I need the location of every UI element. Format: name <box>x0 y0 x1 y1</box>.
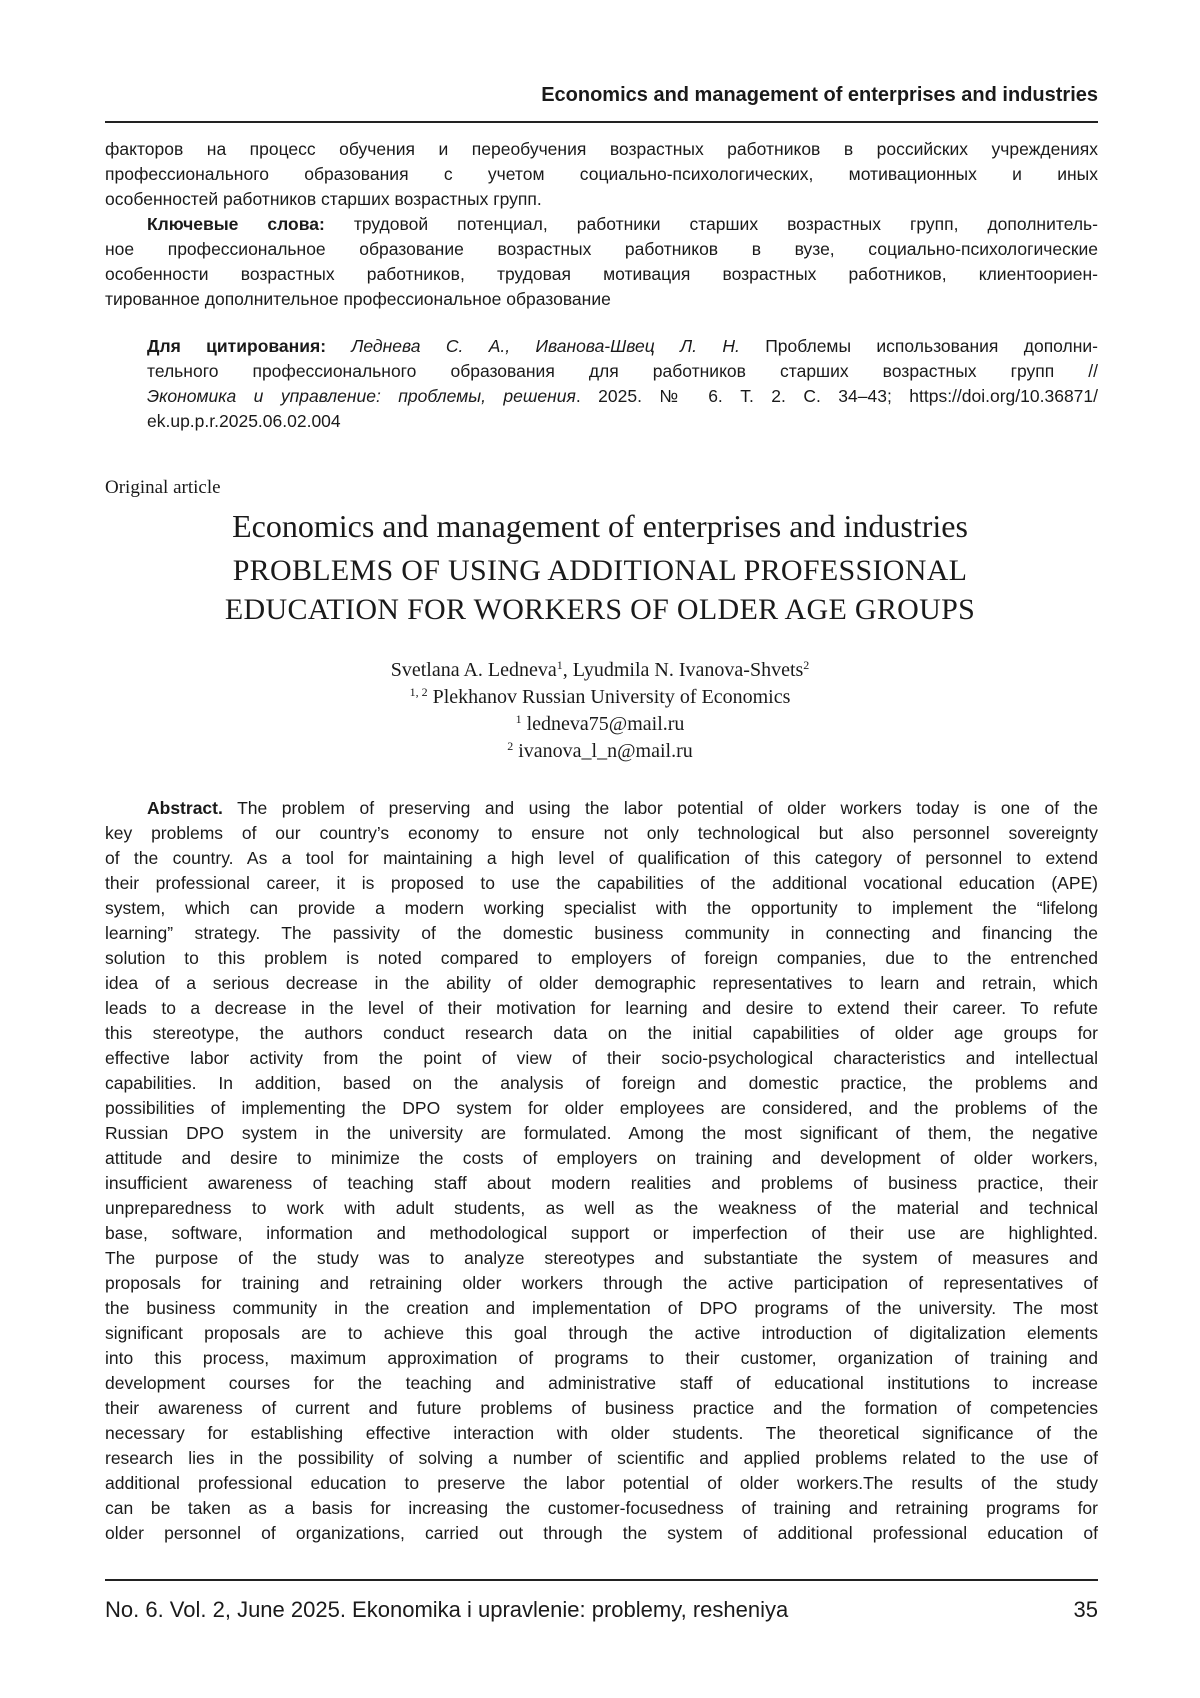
abstract-line: of the country. As a tool for maintaining a high level of qualification of this category of personnel to extend <box>105 846 1098 871</box>
citation-ru <box>147 334 1098 434</box>
abstract-line: their professional career, it is proposed to use the capabilities of the additional vocational education (APE) <box>105 871 1098 896</box>
header-divider <box>105 121 1098 123</box>
abstract-line: leads to a decrease in the level of their motivation for learning and desire to extend their career. To refute <box>105 996 1098 1021</box>
abstract-line: idea of a serious decrease in the ability of older demographic representatives to learn and retrain, which <box>105 971 1098 996</box>
abstract-line: The purpose of the study was to analyze stereotypes and substantiate the system of measures and <box>105 1246 1098 1271</box>
abstract-line: into this process, maximum approximation of programs to their customer, organization of training and <box>105 1346 1098 1371</box>
abstract-line: additional professional education to preserve the labor potential of older workers.The results of the study <box>105 1471 1098 1496</box>
citation-doi[interactable]: . 2025. № 6. Т. 2. С. 34–43; https://doi.org/10.36871/ <box>576 386 1098 406</box>
text-line: факторов на процесс обучения и переобучения возрастных работников в российских учреждениях <box>105 137 1098 162</box>
email-sup: 1 <box>516 712 522 726</box>
footer-issue: No. 6. Vol. 2, June 2025. Ekonomika i upravlenie: problemy, resheniya <box>105 1597 788 1623</box>
text-line: ное профессиональное образование возрастных работников в вузе, социально-психологические <box>105 237 1098 262</box>
text-line: тельного профессионального образования для работников старших возрастных групп // <box>147 359 1098 384</box>
abstract-line: solution to this problem is noted compared to employers of foreign companies, due to the entrenched <box>105 946 1098 971</box>
affiliation-line <box>0 684 1200 711</box>
abstract-line: proposals for training and retraining older workers through the active participation of representatives of <box>105 1271 1098 1296</box>
affiliation-sup: 1, 2 <box>410 685 428 699</box>
abstract-line: key problems of our country’s economy to ensure not only technological but also personnel sovereignty <box>105 821 1098 846</box>
text-line: тированное дополнительное профессиональное образование <box>105 287 1098 312</box>
email-link[interactable]: ivanova_l_n@mail.ru <box>513 740 693 762</box>
email-line <box>0 738 1200 765</box>
authors-line <box>0 657 1200 684</box>
abstract-line: insufficient awareness of teaching staff about modern realities and problems of business practice, their <box>105 1171 1098 1196</box>
rubric-title: Economics and management of enterprises and industries <box>0 508 1200 545</box>
abstract-line: significant proposals are to achieve this goal through the active introduction of digitalization elements <box>105 1321 1098 1346</box>
running-head: Economics and management of enterprises and industries <box>541 84 1098 107</box>
email-line <box>0 711 1200 738</box>
article-title-line: PROBLEMS OF USING ADDITIONAL PROFESSIONAL <box>0 554 1200 588</box>
abstract-line <box>105 796 1098 821</box>
abstract-line: necessary for establishing effective interaction with older students. The theoretical significance of the <box>105 1421 1098 1446</box>
authors-block <box>0 657 1200 765</box>
affiliation: Plekhanov Russian University of Economics <box>428 686 791 708</box>
text-line: профессионального образования с учетом социально-психологических, мотивационных и иных <box>105 162 1098 187</box>
citation-label: Для цитирования: <box>147 336 326 356</box>
abstract-line: research lies in the possibility of solving a number of scientific and applied problems related to the use of <box>105 1446 1098 1471</box>
text-line: The problem of preserving and using the labor potential of older workers today is one of the <box>223 798 1098 818</box>
abstract-line: unpreparedness to work with adult students, as well as the weakness of the material and technical <box>105 1196 1098 1221</box>
citation-doi-tail[interactable]: ek.up.p.r.2025.06.02.004 <box>147 409 1098 434</box>
abstract-line: their awareness of current and future problems of business practice and the formation of competencies <box>105 1396 1098 1421</box>
page-number: 35 <box>1074 1597 1098 1623</box>
author-name: Svetlana A. Ledneva <box>391 659 557 681</box>
abstract-line: base, software, information and methodological support or imperfection of their use are highlighted. <box>105 1221 1098 1246</box>
separator: , <box>563 659 573 681</box>
abstract-line: capabilities. In addition, based on the analysis of foreign and domestic practice, the problems and <box>105 1071 1098 1096</box>
abstract-line: the business community in the creation and implementation of DPO programs of the university. The most <box>105 1296 1098 1321</box>
text-line: трудовой потенциал, работники старших возрастных групп, дополнитель- <box>325 214 1098 234</box>
abstract-line: possibilities of implementing the DPO system for older employees are considered, and the problems of the <box>105 1096 1098 1121</box>
keywords-label: Ключевые слова: <box>147 214 325 234</box>
keywords-ru <box>105 212 1098 312</box>
email-link[interactable]: ledneva75@mail.ru <box>522 713 685 735</box>
author-name: Lyudmila N. Ivanova-Shvets <box>573 659 804 681</box>
abstract-line: system, which can provide a modern working specialist with the opportunity to implement the “lifelong <box>105 896 1098 921</box>
author-sup: 1 <box>557 658 563 672</box>
citation-journal: Экономика и управление: проблемы, решения <box>147 386 576 406</box>
abstract-en <box>105 796 1098 1546</box>
text-line: особенности возрастных работников, трудовая мотивация возрастных работников, клиентоориен- <box>105 262 1098 287</box>
abstract-line: this stereotype, the authors conduct research data on the initial capabilities of older age groups for <box>105 1021 1098 1046</box>
citation-authors: Леднева С. А., Иванова-Швец Л. Н. <box>326 336 740 356</box>
footer-divider <box>105 1579 1098 1581</box>
text-line: особенностей работников старших возрастных групп. <box>105 187 1098 212</box>
article-type: Original article <box>105 477 221 499</box>
abstract-line: Russian DPO system in the university are formulated. Among the most significant of them, the negative <box>105 1121 1098 1146</box>
article-title-line: EDUCATION FOR WORKERS OF OLDER AGE GROUPS <box>0 593 1200 627</box>
abstract-line: older personnel of organizations, carried out through the system of additional professional education of <box>105 1521 1098 1546</box>
email-sup: 2 <box>507 739 513 753</box>
abstract-line: learning” strategy. The passivity of the domestic business community in connecting and financing the <box>105 921 1098 946</box>
abstract-line: can be taken as a basis for increasing the customer-focusedness of training and retraining programs for <box>105 1496 1098 1521</box>
russian-abstract-tail <box>105 137 1098 212</box>
abstract-line: attitude and desire to minimize the costs of employers on training and development of older workers, <box>105 1146 1098 1171</box>
author-sup: 2 <box>803 658 809 672</box>
abstract-label: Abstract. <box>147 798 223 818</box>
abstract-line: effective labor activity from the point of view of their socio-psychological characteristics and intellectual <box>105 1046 1098 1071</box>
text-line: Проблемы использования дополни- <box>740 336 1098 356</box>
abstract-line: development courses for the teaching and administrative staff of educational institutions to increase <box>105 1371 1098 1396</box>
